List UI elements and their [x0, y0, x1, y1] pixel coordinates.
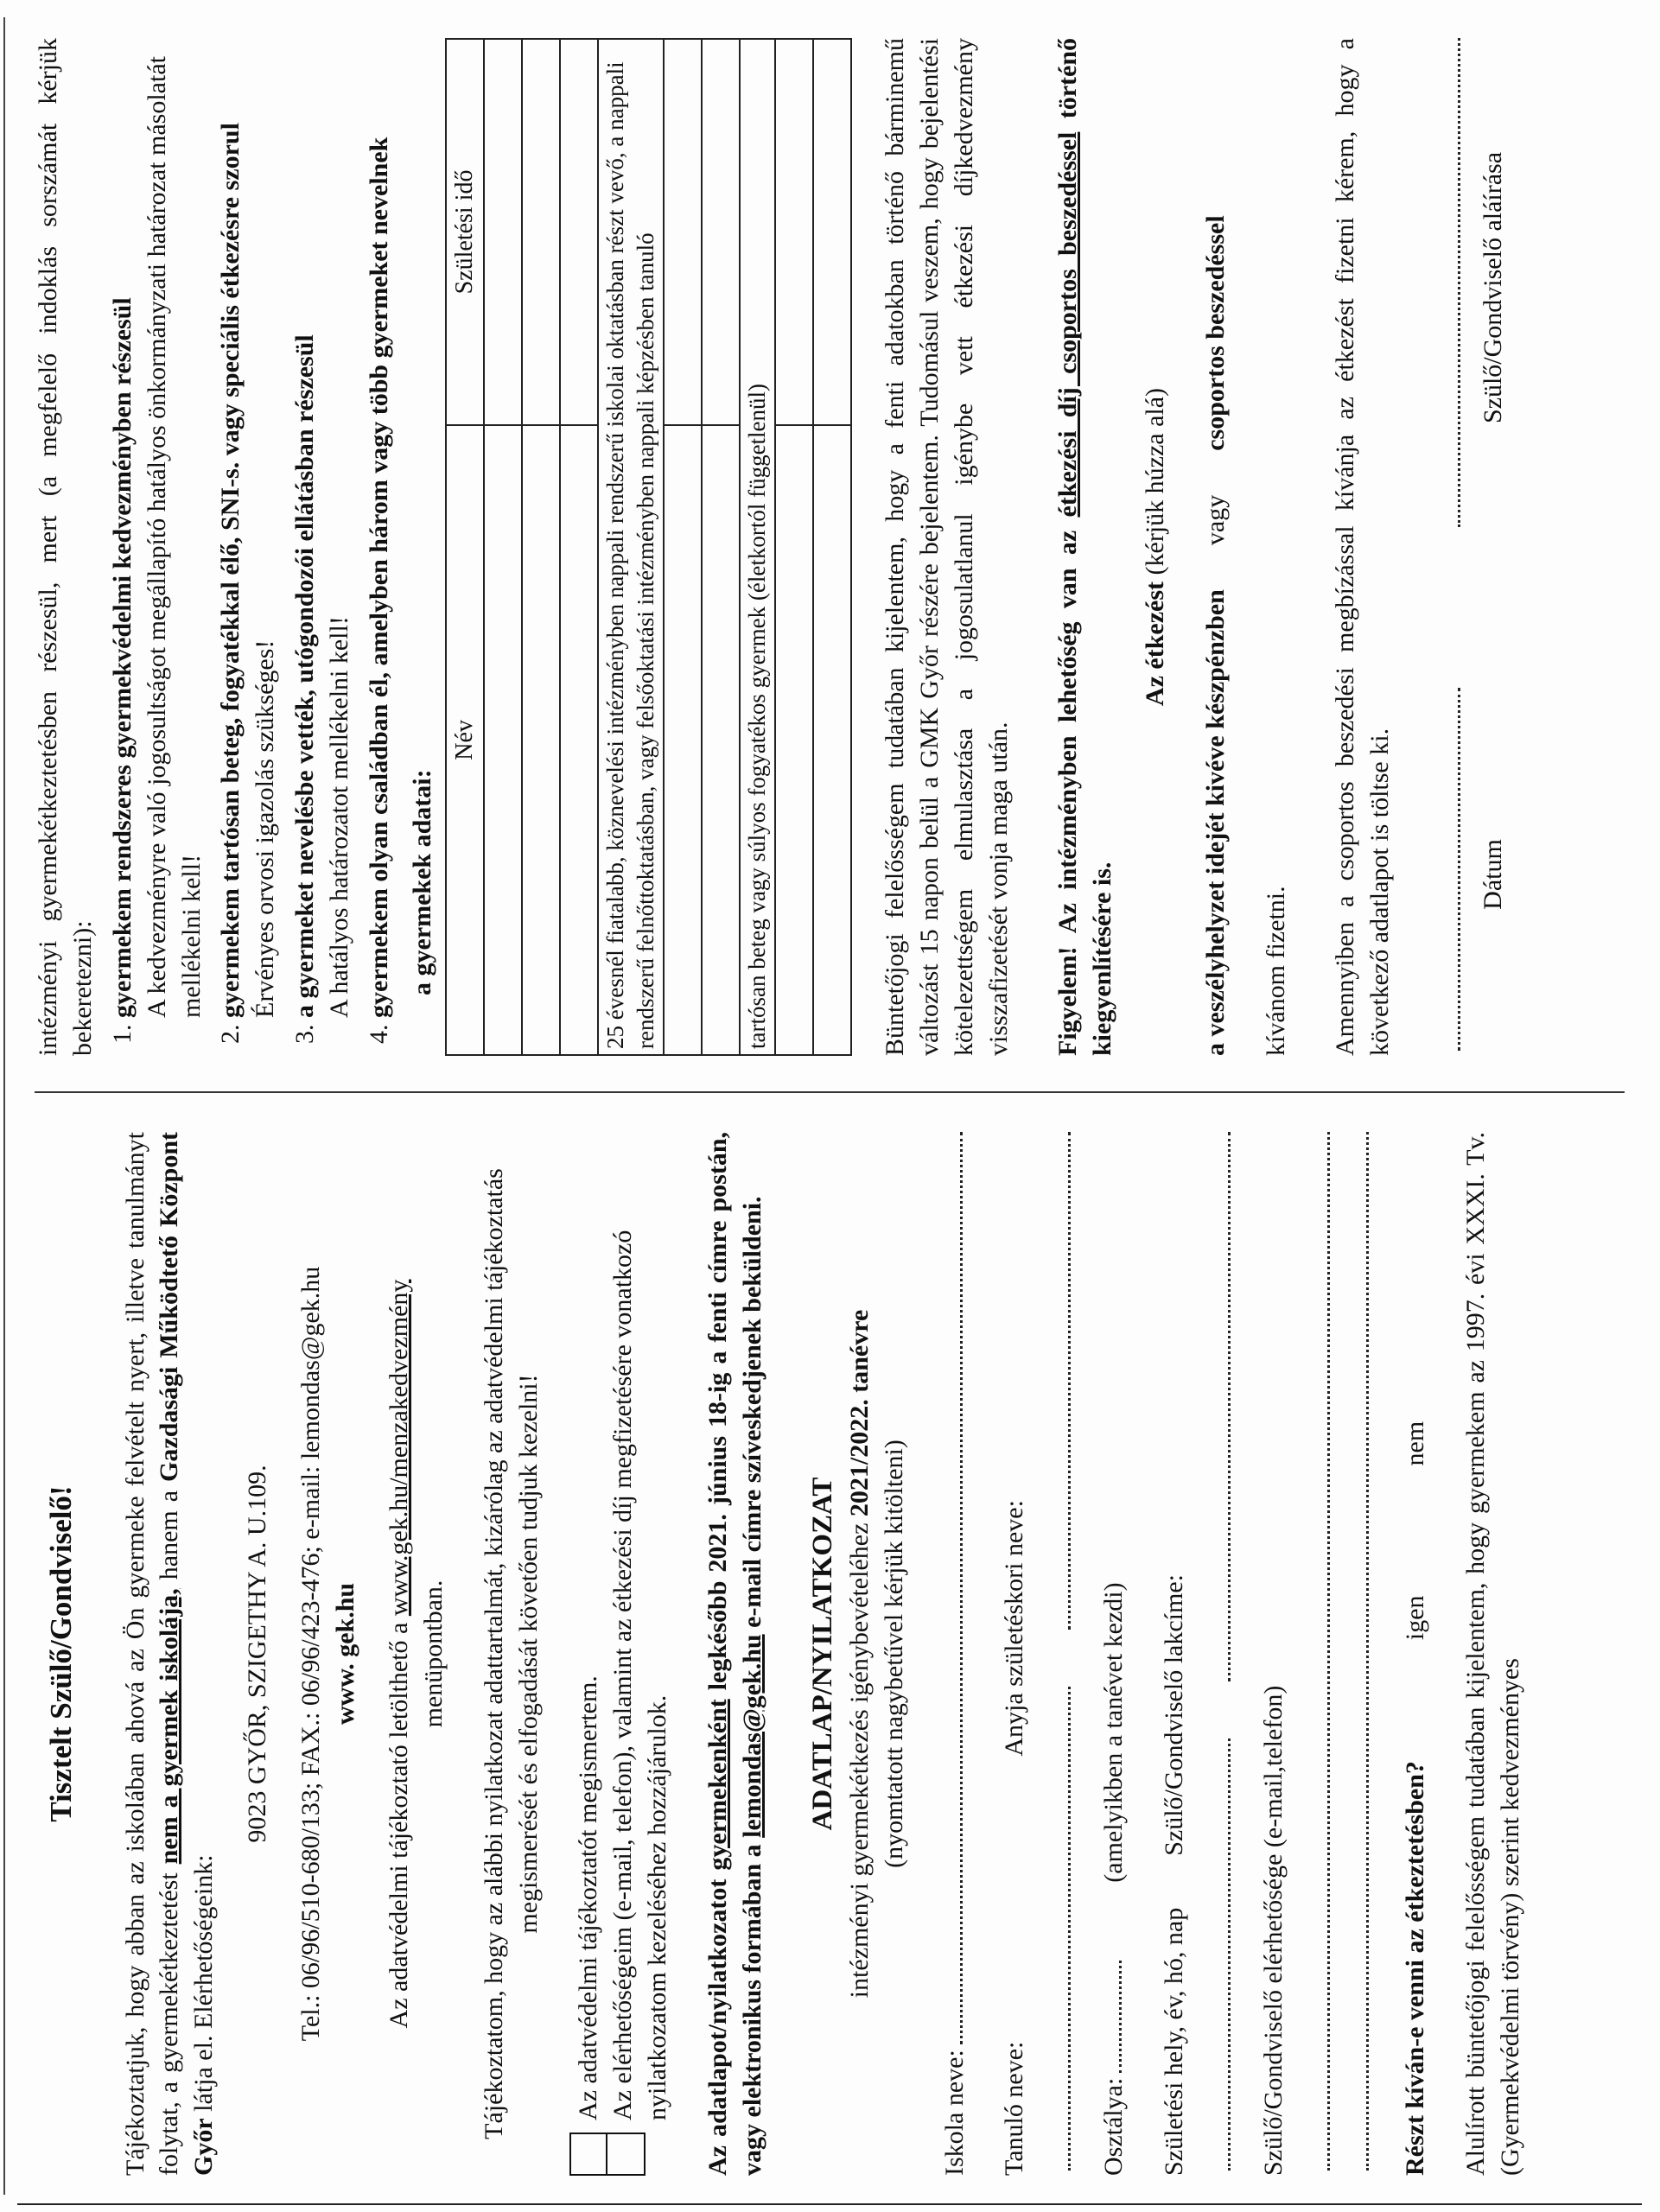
left-panel	[0, 1106, 1660, 2203]
mother-name-input[interactable]	[1051, 1132, 1071, 1630]
checkbox-data-consent[interactable]	[607, 2133, 646, 2176]
parent-contact-inputs-2	[1349, 1132, 1369, 2176]
group-collection-note: Amennyiben a csoportos beszedési megbízással kívánja az étkezést fizetni kérem, hogy a következő adatlapot is töltse ki.	[1331, 38, 1394, 1056]
parent-contact-inputs	[1310, 1132, 1330, 2176]
attention-label: Figyelem!	[1053, 946, 1082, 1056]
parent-contact-field	[1256, 1132, 1291, 2176]
intro-org-name: Gazdasági Működtető Központ Győr	[155, 1131, 219, 2176]
parent-address-label: Szülő/Gondviselő lakcíme:	[1160, 1574, 1189, 1856]
payment-tail: kívánom fizetni.	[1262, 886, 1291, 1056]
reason-3-note: A hatályos határozatot mellékelni kell!	[325, 616, 354, 1018]
child-birth-cell[interactable]	[664, 39, 702, 425]
send-notice	[701, 1132, 770, 2176]
child-name-cell[interactable]	[522, 425, 560, 1055]
class-label: Osztálya:	[1099, 2077, 1129, 2176]
child-birth-cell[interactable]	[560, 39, 598, 425]
signature-input[interactable]	[1441, 38, 1460, 527]
payment-options	[1199, 38, 1233, 1056]
payment-heading-bold: Az étkezést	[1141, 581, 1170, 707]
intro-text-3: hanem a	[155, 1490, 184, 1580]
form-subtitle	[843, 1132, 912, 2176]
kids-title	[405, 38, 440, 1056]
attention-text: Az intézményben lehetőség van az	[1053, 530, 1082, 934]
meal-no-option[interactable]: nem	[1401, 1421, 1430, 1466]
address: 9023 GYŐR, SZIGETHY A. U.109.	[243, 1465, 272, 1843]
children-table	[445, 38, 852, 1056]
right-panel	[0, 7, 1660, 1078]
website	[328, 1132, 363, 2176]
continuation-text: intézményi gyermekétkeztetésben részesül, mert (a megfelelő indoklás sorszámát kérjük bekeretezni):	[34, 38, 97, 1056]
child-name-cell[interactable]	[813, 425, 851, 1055]
reason-item-2[interactable]	[213, 38, 283, 1018]
child-name-cell[interactable]	[702, 425, 740, 1055]
privacy-download	[382, 1132, 451, 2176]
birth-address-inputs	[1211, 1132, 1231, 2176]
class-field	[1097, 1132, 1131, 2176]
intro-text-5: látja el. Elérhetőségeink:	[189, 1854, 219, 2112]
reason-2-note: Érvényes orvosi igazolás szükséges!	[251, 639, 280, 1018]
student-name-inputs	[1051, 1132, 1071, 2176]
parent-contact-input-2[interactable]	[1349, 1132, 1369, 2171]
payment-heading-note: (kérjük húzza alá)	[1141, 387, 1170, 575]
signature-labels	[1476, 38, 1511, 1056]
reason-3-title: a gyermeket nevelésbe vették, utógondozói ellátásban részesül	[290, 334, 320, 1018]
child-name-cell[interactable]	[560, 425, 598, 1055]
class-note: (amelyikben a tanévet kezdi)	[1099, 1582, 1129, 1883]
checkbox-privacy-read[interactable]	[569, 2133, 607, 2176]
reasons-list	[105, 38, 397, 1056]
send-notice-email[interactable]: lemondas@gek.hu	[738, 1634, 767, 1838]
intro-paragraph	[118, 1132, 222, 2176]
payment-option-direct-debit[interactable]: csoportos beszedéssel	[1201, 215, 1231, 451]
checkbox-2-label: Az elérhetőségeim (e-mail, telefon), valamint az étkezési díj megfizetésére vonatkozó nyilatkozatom kezeléséhez hozzájárulok.	[608, 1230, 672, 2120]
form-subtitle-year: 2021/2022. tanévre	[844, 1309, 874, 1517]
student-name-row	[997, 1132, 1032, 2176]
send-notice-a: Az adatlapot/nyilatkozatot	[703, 1878, 733, 2176]
school-name-input[interactable]	[943, 1132, 963, 2044]
reason-item-4[interactable]	[362, 38, 397, 1018]
child-name-cell[interactable]	[484, 425, 522, 1055]
privacy-download-link[interactable]: www.gek.hu/menzakedvezmény	[384, 1279, 413, 1617]
payment-option-or: vagy	[1201, 494, 1231, 546]
form-subtitle-a: intézményi gyermekétkezés igénybevételéhez	[844, 1522, 874, 1999]
reason-item-3[interactable]	[288, 38, 357, 1018]
school-name-label: Iskola neve:	[939, 2050, 969, 2176]
child-birth-cell[interactable]	[522, 39, 560, 425]
reason-1-title: gyermekem rendszeres gyermekvédelmi kedvezményben részesül	[107, 297, 137, 1018]
col-name-header: Név	[446, 425, 484, 1055]
intro-text-2: nem a gyermek iskolája,	[155, 1588, 184, 1865]
consent-checkboxes	[569, 1132, 675, 2176]
attention-notice	[1051, 38, 1120, 1056]
send-notice-c: legkésőbb 2021. június 18-ig a fenti címre postán, vagy elektronikus formában a	[703, 1131, 767, 2176]
website-text: www. gek.hu	[331, 1582, 359, 1726]
privacy-download-tail: menüpontban.	[418, 1580, 448, 1728]
child-name-cell[interactable]	[775, 425, 813, 1055]
reason-4-title: gyermekem olyan családban él, amelyben három vagy több gyermeket nevelnek	[365, 137, 394, 1018]
greeting-title: Tisztelt Szülő/Gondviselő!	[44, 1485, 78, 1822]
intro-text-1: Tájékoztatjuk, hogy abban az iskolában ahová az Ön gyermeke felvételt nyert, illetve tanulmányt folytat, a gyermekétkeztetést	[120, 1132, 184, 2176]
meal-yes-option[interactable]: igen	[1401, 1595, 1430, 1641]
student-name-input[interactable]	[1051, 1687, 1071, 2171]
date-input[interactable]	[1441, 688, 1460, 1051]
send-notice-b: gyermekenként	[703, 1699, 733, 1871]
child-birth-cell[interactable]	[775, 39, 813, 425]
sick-child-note: tartósan beteg vagy súlyos fogyatékos gyermek (életkortól függetlenül)	[740, 39, 775, 1055]
checkbox-1-label: Az adatvédelmi tájékoztatót megismertem.	[574, 1675, 603, 2120]
liability-statement: Büntetőjogi felelősségem tudatában kijelentem, hogy a fenti adatokban történő bárminemű változást 15 napon belül a GMK Győr részére bejelentem. Tudomásul veszem, hogy bejelentési kötelezettségem elmulasztása a jogosulatlanul igénybe vett étkezési díjkedvezmény visszafizetését vonja maga után.	[881, 38, 1013, 1056]
privacy-download-text: Az adatvédelmi tájékoztató letölthető a	[384, 1622, 413, 2029]
form-subtitle-b: (nyomtatott nagybetűvel kérjük kitölteni)	[879, 1440, 908, 1868]
form-title: ADATLAP/NYILATKOZAT	[806, 1477, 838, 1831]
student-name-label: Tanuló neve:	[1000, 2041, 1029, 2176]
col-birth-header: Születési idő	[446, 39, 484, 425]
young-adult-note: 25 évesnél fiatalabb, köznevelési intézményben nappali rendszerű iskolai oktatásban részt vevő, a nappali rendszerű felnőttoktatásban, vagy felsőoktatási intézményben nappali képzésben tanuló	[598, 39, 664, 1055]
child-birth-cell[interactable]	[484, 39, 522, 425]
class-input[interactable]	[1102, 1961, 1122, 2073]
birth-label: Születési hely, év, hó, nap	[1160, 1907, 1189, 2176]
attention-tail: történő kiegyenlítésére is.	[1053, 37, 1116, 1056]
parent-contact-label: Szülő/Gondviselő elérhetősége (e-mail,telefon)	[1259, 1685, 1288, 2176]
meal-question: Részt kíván-e venni az étkeztetésben?	[1401, 1761, 1430, 2176]
kids-title-text: a gyermekek adatai:	[407, 769, 436, 995]
mother-name-label: Anyja születéskori neve:	[1000, 1500, 1029, 1757]
parent-address-input[interactable]	[1211, 1132, 1231, 1681]
attention-underlined: étkezési díj csoportos beszedéssel	[1053, 131, 1082, 518]
payment-option-cash[interactable]: a veszélyhelyzet idejét kivéve készpénzben	[1201, 589, 1231, 1056]
birth-address-row	[1157, 1132, 1192, 2176]
parent-contact-input[interactable]	[1310, 1132, 1330, 2171]
meal-question-row	[1398, 1132, 1433, 2176]
send-notice-e: e-mail címre szíveskedjenek beküldeni.	[738, 1196, 767, 1628]
fold-line	[35, 1091, 1625, 1093]
signature-label: Szülő/Gondviselő aláírása	[1478, 151, 1507, 424]
payment-heading	[1138, 38, 1173, 1056]
date-label: Dátum	[1478, 839, 1507, 910]
child-birth-cell[interactable]	[813, 39, 851, 425]
signature-row	[1441, 38, 1460, 1056]
privacy-info: Tájékoztatom, hogy az alábbi nyilatkozat adattartalmát, kizárólag az adatvédelmi tájékoztatás megismerését és elfogadását követően tudjuk kezelni!	[479, 1168, 543, 2139]
child-name-cell[interactable]	[664, 425, 702, 1055]
birth-input[interactable]	[1211, 1738, 1231, 2171]
reason-item-1[interactable]	[105, 38, 209, 1018]
school-name-field	[938, 1132, 972, 2176]
child-birth-cell[interactable]	[702, 39, 740, 425]
reason-2-title: gyermekem tartósan beteg, fogyatékkal élő, SNI-s. vagy speciális étkezésre szorul	[216, 123, 245, 1018]
scan-edge-left	[17, 2203, 1642, 2205]
reason-1-note: A kedvezményre való jogosultságot megállapító hatályos önkormányzati határozat másolatát mellékelni kell!	[142, 56, 206, 1018]
declaration: Alulírott büntetőjogi felelősségem tudatában kijelentem, hogy gyermekem az 1997. évi XXXI. Tv. (Gyermekvédelmi törvény) szerint kedvezményes	[1460, 1132, 1524, 2176]
contact-line: Tel.: 06/96/510-680/133; FAX.: 06/96/423-476; e-mail: lemondas@gek.hu	[296, 1266, 326, 2042]
